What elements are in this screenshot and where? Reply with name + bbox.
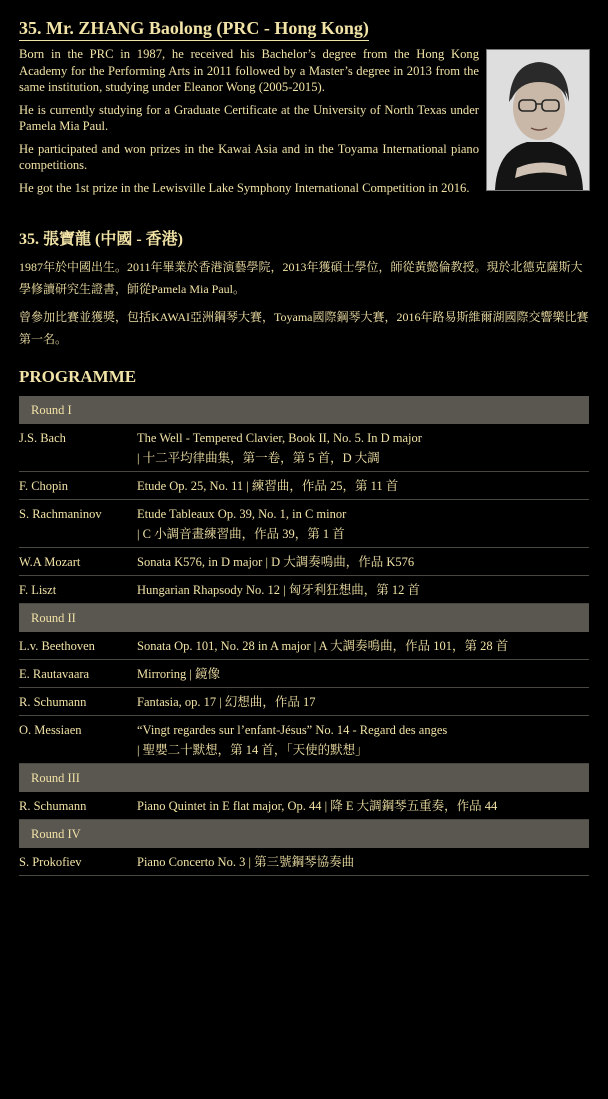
work: Sonata Op. 101, No. 28 in A major | A 大調奏鳴曲，作品 101，第 28 首 [137,639,509,653]
work-title-zh: | C 小調音畫練習曲，作品 39，第 1 首 [137,527,345,541]
composer: W.A Mozart [19,555,81,569]
work-title-zh: | 十二平均律曲集，第一卷，第 5 首，D 大調 [137,451,380,465]
bio-paragraph: He got the 1st prize in the Lewisville Lake Symphony International Competition in 2016. [19,180,470,195]
bio-paragraph: Born in the PRC in 1987, he received his Bachelor’s degree from the Hong Kong Academy for the Performing Arts in 2011 followed by a Master’s degree in 2013 from the same institution, studying under Eleanor Wong (2005-2015). [19,47,479,94]
chinese-biography [19,256,589,356]
programme-table [19,396,589,876]
work: Sonata K576, in D major | D 大調奏鳴曲，作品 K576 [137,555,415,569]
portrait-illustration [487,50,589,190]
work: Piano Concerto No. 3 | 第三號鋼琴協奏曲 [137,855,355,869]
programme-row [19,472,589,500]
programme-row [19,632,589,660]
work [137,720,589,760]
programme-row [19,576,589,604]
composer: F. Liszt [19,583,57,597]
composer: S. Prokofiev [19,855,82,869]
programme-row [19,660,589,688]
programme-row [19,424,589,472]
programme-row [19,688,589,716]
programme-row [19,716,589,764]
work-title: “Vingt regardes sur l’enfant-Jésus” No. 14 - Regard des anges [137,723,448,737]
composer: R. Schumann [19,799,87,813]
work: Fantasia, op. 17 | 幻想曲，作品 17 [137,695,316,709]
round-header: Round IV [19,820,589,848]
programme-row [19,548,589,576]
composer: J.S. Bach [19,431,66,445]
composer: S. Rachmaninov [19,507,102,521]
bio-paragraph: He participated and won prizes in the Kawai Asia and in the Toyama International piano competitions. [19,141,479,172]
work: Mirroring | 鏡像 [137,667,221,681]
work: Etude Op. 25, No. 11 | 練習曲，作品 25，第 11 首 [137,479,399,493]
english-biography [19,46,479,202]
programme-row [19,500,589,548]
work-title-zh: | 聖嬰二十默想，第 14 首，「天使的默想」 [137,743,368,757]
composer: O. Messiaen [19,723,82,737]
composer: R. Schumann [19,695,87,709]
work: Piano Quintet in E flat major, Op. 44 | 降 E 大調鋼琴五重奏，作品 44 [137,799,498,813]
bio-paragraph: He is currently studying for a Graduate Certificate at the University of North Texas under Pamela Mia Paul. [19,102,479,133]
chinese-title: 35. 張寶龍 (中國 - 香港) [19,231,183,248]
work [137,504,589,544]
composer: F. Chopin [19,479,69,493]
programme-row [19,848,589,876]
work: Hungarian Rhapsody No. 12 | 匈牙利狂想曲，第 12 首 [137,583,421,597]
programme-heading: PROGRAMME [19,367,137,386]
programme-row [19,792,589,820]
portrait-photo [486,49,590,191]
round-header: Round I [19,396,589,424]
composer: L.v. Beethoven [19,639,95,653]
round-header: Round III [19,764,589,792]
work-title: Etude Tableaux Op. 39, No. 1, in C minor [137,507,347,521]
work-title: The Well - Tempered Clavier, Book II, No. 5. In D major [137,431,422,445]
zh-bio-paragraph: 曾參加比賽並獲獎，包括KAWAI亞洲鋼琴大賽，Toyama國際鋼琴大賽，2016年路易斯維爾湖國際交響樂比賽第一名。 [19,310,589,346]
work [137,428,589,468]
english-title: 35. Mr. ZHANG Baolong (PRC - Hong Kong) [19,18,369,41]
zh-bio-paragraph: 1987年於中國出生。2011年畢業於香港演藝學院，2013年獲碩士學位，師從黃懿倫教授。現於北德克薩斯大學修讀研究生證書，師從Pamela Mia Paul。 [19,260,583,296]
round-header: Round II [19,604,589,632]
composer: E. Rautavaara [19,667,90,681]
